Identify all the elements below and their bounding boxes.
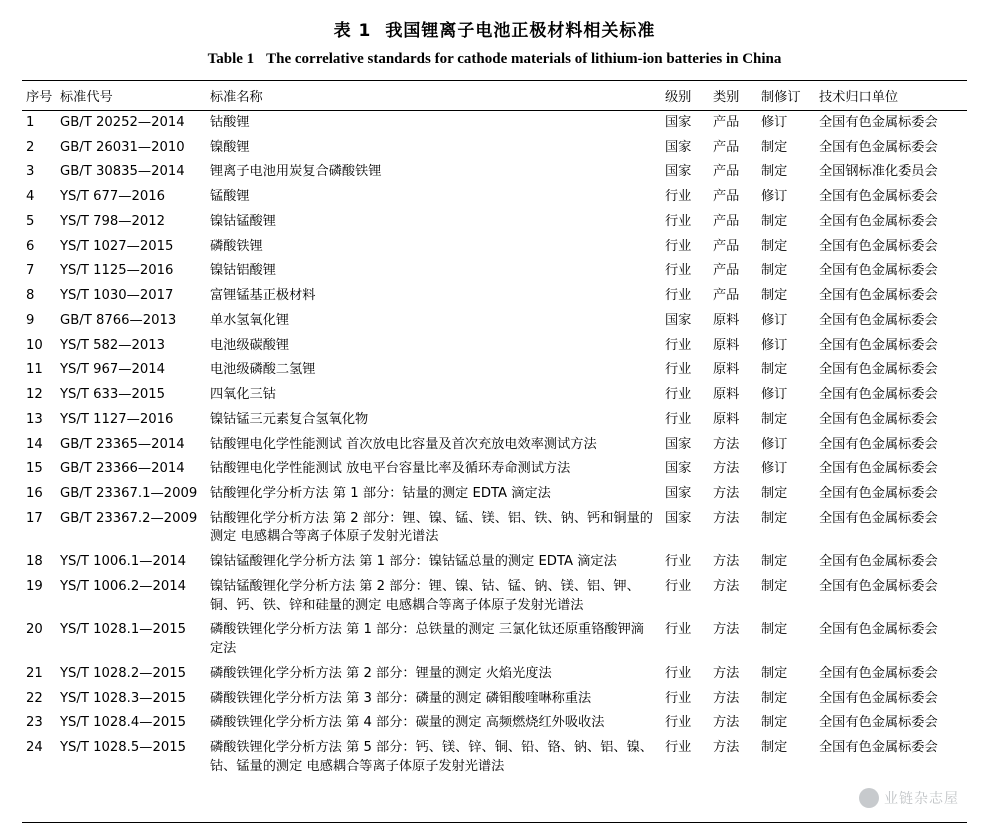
cell-no: 12 [26, 387, 43, 403]
cell-organization: 全国有色金属标委会 [819, 263, 938, 279]
cell-organization: 全国有色金属标委会 [819, 411, 938, 427]
table-header-row [22, 81, 967, 111]
cell-no: 19 [26, 578, 43, 594]
cell-code: GB/T 8766—2013 [60, 312, 177, 328]
cell-level: 国家 [665, 164, 692, 180]
cell-no: 9 [26, 312, 35, 328]
cell-no: 17 [26, 510, 43, 526]
cell-code: YS/T 1006.1—2014 [60, 554, 187, 570]
table-row [22, 507, 967, 550]
table-row [22, 383, 967, 408]
cell-organization: 全国有色金属标委会 [819, 312, 938, 328]
table-row [22, 136, 967, 161]
column-header-code: 标准代号 [56, 81, 206, 111]
cell-revision: 制定 [761, 164, 788, 180]
cell-category: 方法 [713, 554, 740, 570]
cell-category: 原料 [713, 312, 740, 328]
cell-organization: 全国有色金属标委会 [819, 288, 938, 304]
cell-code: YS/T 1028.4—2015 [60, 715, 187, 731]
cell-code: YS/T 798—2012 [60, 213, 166, 229]
cell-revision: 制定 [761, 740, 788, 756]
cell-category: 产品 [713, 139, 740, 155]
cell-name: 镍钴锰酸锂化学分析方法 第 1 部分：镍钴锰总量的测定 EDTA 滴定法 [210, 554, 617, 570]
cell-category: 方法 [713, 690, 740, 706]
cell-code: YS/T 967—2014 [60, 362, 166, 378]
table-row [22, 687, 967, 712]
cell-organization: 全国有色金属标委会 [819, 715, 938, 731]
cell-name: 锂离子电池用炭复合磷酸铁锂 [210, 164, 382, 180]
cell-no: 13 [26, 411, 43, 427]
column-header-name: 标准名称 [206, 81, 661, 111]
table-title-en [22, 51, 967, 68]
cell-name: 钴酸锂化学分析方法 第 2 部分：锂、镍、锰、镁、铝、铁、钠、钙和铜量的测定 电感耦合等离子体原子发射光谱法 [210, 510, 653, 545]
cell-category: 方法 [713, 436, 740, 452]
cell-name: 镍钴锰三元素复合氢氧化物 [210, 411, 369, 427]
cell-name: 镍酸锂 [210, 139, 250, 155]
cell-name: 钴酸锂电化学性能测试 首次放电比容量及首次充放电效率测试方法 [210, 436, 597, 452]
cell-name: 磷酸铁锂化学分析方法 第 4 部分：碳量的测定 高频燃烧红外吸收法 [210, 715, 605, 731]
cell-name: 磷酸铁锂化学分析方法 第 2 部分：锂量的测定 火焰光度法 [210, 665, 552, 681]
cell-revision: 制定 [761, 665, 788, 681]
table-bottom-rule [22, 822, 967, 823]
cell-code: YS/T 1028.1—2015 [60, 622, 187, 638]
cell-level: 行业 [665, 288, 692, 304]
cell-name: 磷酸铁锂化学分析方法 第 1 部分：总铁量的测定 三氯化钛还原重铬酸钾滴定法 [210, 622, 644, 657]
cell-name: 富锂锰基正极材料 [210, 288, 316, 304]
cell-organization: 全国有色金属标委会 [819, 622, 938, 638]
cell-code: YS/T 582—2013 [60, 337, 166, 353]
cell-revision: 制定 [761, 486, 788, 502]
cell-category: 产品 [713, 263, 740, 279]
cell-category: 方法 [713, 715, 740, 731]
cell-organization: 全国钢标准化委员会 [819, 164, 938, 180]
cell-name: 四氧化三钴 [210, 387, 276, 403]
cell-category: 方法 [713, 486, 740, 502]
column-header-revision: 制修订 [757, 81, 815, 111]
cell-level: 行业 [665, 213, 692, 229]
table-row [22, 662, 967, 687]
cell-organization: 全国有色金属标委会 [819, 387, 938, 403]
cell-code: GB/T 23365—2014 [60, 436, 185, 452]
cell-no: 2 [26, 139, 35, 155]
cell-code: YS/T 633—2015 [60, 387, 166, 403]
cell-organization: 全国有色金属标委会 [819, 238, 938, 254]
cell-code: YS/T 677—2016 [60, 189, 166, 205]
cell-category: 方法 [713, 578, 740, 594]
table-row [22, 618, 967, 661]
cell-no: 5 [26, 213, 35, 229]
cell-organization: 全国有色金属标委会 [819, 461, 938, 477]
cell-name: 磷酸铁锂化学分析方法 第 5 部分：钙、镁、锌、铜、铅、铬、钠、铝、镍、钴、锰量的测定 电感耦合等离子体原子发射光谱法 [210, 740, 653, 774]
cell-revision: 修订 [761, 461, 788, 477]
cell-no: 8 [26, 288, 35, 304]
cell-category: 原料 [713, 337, 740, 353]
cell-level: 行业 [665, 578, 692, 594]
cell-code: GB/T 23367.2—2009 [60, 510, 198, 526]
table-row [22, 433, 967, 458]
table-row [22, 457, 967, 482]
cell-category: 产品 [713, 164, 740, 180]
cell-category: 原料 [713, 362, 740, 378]
cell-organization: 全国有色金属标委会 [819, 189, 938, 205]
cell-level: 国家 [665, 510, 692, 526]
cell-no: 20 [26, 622, 43, 638]
cell-no: 7 [26, 263, 35, 279]
cell-category: 产品 [713, 115, 740, 130]
cell-level: 行业 [665, 411, 692, 427]
cell-no: 1 [26, 115, 35, 130]
cell-revision: 制定 [761, 578, 788, 594]
cell-code: GB/T 26031—2010 [60, 139, 185, 155]
cell-no: 22 [26, 690, 43, 706]
cell-name: 镍钴铝酸锂 [210, 263, 276, 279]
cell-organization: 全国有色金属标委会 [819, 436, 938, 452]
cell-organization: 全国有色金属标委会 [819, 115, 938, 130]
cell-level: 行业 [665, 554, 692, 570]
column-header-no: 序号 [22, 81, 56, 111]
cell-no: 21 [26, 665, 43, 681]
table-row [22, 550, 967, 575]
cell-code: YS/T 1028.2—2015 [60, 665, 187, 681]
cell-name: 锰酸锂 [210, 189, 250, 205]
cell-code: YS/T 1028.3—2015 [60, 690, 187, 706]
cell-revision: 制定 [761, 554, 788, 570]
cell-level: 国家 [665, 436, 692, 452]
cell-category: 产品 [713, 213, 740, 229]
cell-level: 行业 [665, 715, 692, 731]
cell-organization: 全国有色金属标委会 [819, 578, 938, 594]
cell-no: 6 [26, 238, 35, 254]
cell-code: YS/T 1125—2016 [60, 263, 174, 279]
cell-category: 方法 [713, 740, 740, 756]
table-row [22, 210, 967, 235]
table-row [22, 334, 967, 359]
standards-table [22, 80, 967, 780]
column-header-level: 级别 [661, 81, 709, 111]
cell-no: 4 [26, 189, 35, 205]
cell-code: GB/T 20252—2014 [60, 115, 185, 130]
table-title-cn-number: 表 1 [333, 21, 372, 41]
cell-category: 产品 [713, 238, 740, 254]
cell-name: 钴酸锂电化学性能测试 放电平台容量比率及循环寿命测试方法 [210, 461, 571, 477]
cell-level: 行业 [665, 665, 692, 681]
cell-name: 镍钴锰酸锂 [210, 213, 276, 229]
cell-revision: 制定 [761, 510, 788, 526]
cell-revision: 制定 [761, 622, 788, 638]
watermark-text: 业链杂志屋 [884, 791, 959, 807]
cell-level: 行业 [665, 263, 692, 279]
column-header-organization: 技术归口单位 [815, 81, 967, 111]
cell-code: YS/T 1006.2—2014 [60, 578, 187, 594]
cell-no: 14 [26, 436, 43, 452]
table-row [22, 284, 967, 309]
cell-level: 国家 [665, 139, 692, 155]
cell-revision: 制定 [761, 362, 788, 378]
watermark [839, 781, 959, 815]
table-title-en-text: The correlative standards for cathode materials of lithium-ion batteries in China [266, 51, 782, 67]
cell-name: 磷酸铁锂 [210, 238, 263, 254]
cell-level: 行业 [665, 362, 692, 378]
table-row [22, 408, 967, 433]
cell-name: 磷酸铁锂化学分析方法 第 3 部分：磷量的测定 磷钼酸喹啉称重法 [210, 690, 592, 706]
table-row [22, 575, 967, 618]
cell-code: GB/T 23367.1—2009 [60, 486, 198, 502]
cell-revision: 制定 [761, 139, 788, 155]
cell-organization: 全国有色金属标委会 [819, 486, 938, 502]
table-title-en-label: Table 1 [207, 51, 255, 67]
cell-code: YS/T 1027—2015 [60, 238, 174, 254]
cell-category: 方法 [713, 665, 740, 681]
table-header [22, 81, 967, 111]
cell-no: 16 [26, 486, 43, 502]
cell-revision: 制定 [761, 715, 788, 731]
cell-category: 方法 [713, 510, 740, 526]
cell-level: 行业 [665, 337, 692, 353]
cell-no: 10 [26, 337, 43, 353]
table-row [22, 736, 967, 779]
cell-name: 单水氢氧化锂 [210, 312, 290, 328]
cell-level: 行业 [665, 740, 692, 756]
table-row [22, 111, 967, 136]
cell-revision: 制定 [761, 238, 788, 254]
cell-organization: 全国有色金属标委会 [819, 337, 938, 353]
cell-name: 电池级磷酸二氢锂 [210, 362, 316, 378]
cell-revision: 制定 [761, 411, 788, 427]
cell-revision: 制定 [761, 213, 788, 229]
cell-organization: 全国有色金属标委会 [819, 213, 938, 229]
cell-name: 钴酸锂化学分析方法 第 1 部分：钴量的测定 EDTA 滴定法 [210, 486, 551, 502]
table-row [22, 185, 967, 210]
cell-no: 24 [26, 740, 43, 756]
cell-category: 原料 [713, 387, 740, 403]
cell-category: 原料 [713, 411, 740, 427]
table-row [22, 309, 967, 334]
cell-level: 行业 [665, 622, 692, 638]
table-row [22, 358, 967, 383]
cell-category: 方法 [713, 461, 740, 477]
cell-revision: 制定 [761, 263, 788, 279]
cell-code: YS/T 1028.5—2015 [60, 740, 187, 756]
table-title-cn-text: 我国锂离子电池正极材料相关标准 [385, 21, 656, 41]
cell-revision: 修订 [761, 436, 788, 452]
cell-organization: 全国有色金属标委会 [819, 139, 938, 155]
cell-level: 行业 [665, 238, 692, 254]
cell-organization: 全国有色金属标委会 [819, 510, 938, 526]
table-row [22, 259, 967, 284]
cell-revision: 修订 [761, 387, 788, 403]
cell-level: 国家 [665, 486, 692, 502]
cell-code: YS/T 1127—2016 [60, 411, 174, 427]
cell-name: 镍钴锰酸锂化学分析方法 第 2 部分：锂、镍、钴、锰、钠、镁、铝、钾、铜、钙、铁、锌和硅量的测定 电感耦合等离子体原子发射光谱法 [210, 578, 640, 613]
cell-level: 行业 [665, 690, 692, 706]
cell-level: 行业 [665, 189, 692, 205]
watermark-logo-icon [859, 788, 879, 808]
table-title-cn [22, 16, 967, 41]
cell-organization: 全国有色金属标委会 [819, 690, 938, 706]
table-row [22, 482, 967, 507]
cell-code: GB/T 23366—2014 [60, 461, 185, 477]
table-row [22, 711, 967, 736]
cell-no: 11 [26, 362, 43, 378]
cell-code: GB/T 30835—2014 [60, 164, 185, 180]
cell-organization: 全国有色金属标委会 [819, 740, 938, 756]
table-row [22, 160, 967, 185]
cell-category: 产品 [713, 189, 740, 205]
cell-no: 18 [26, 554, 43, 570]
cell-revision: 修订 [761, 337, 788, 353]
cell-name: 电池级碳酸锂 [210, 337, 290, 353]
cell-revision: 修订 [761, 189, 788, 205]
cell-level: 国家 [665, 312, 692, 328]
cell-level: 国家 [665, 115, 692, 130]
cell-no: 15 [26, 461, 43, 477]
cell-level: 国家 [665, 461, 692, 477]
cell-revision: 制定 [761, 690, 788, 706]
table-body [22, 111, 967, 780]
cell-no: 23 [26, 715, 43, 731]
cell-code: YS/T 1030—2017 [60, 288, 174, 304]
table-row [22, 235, 967, 260]
cell-category: 产品 [713, 288, 740, 304]
cell-name: 钴酸锂 [210, 115, 250, 130]
cell-organization: 全国有色金属标委会 [819, 554, 938, 570]
cell-no: 3 [26, 164, 35, 180]
column-header-category: 类别 [709, 81, 757, 111]
cell-organization: 全国有色金属标委会 [819, 665, 938, 681]
cell-organization: 全国有色金属标委会 [819, 362, 938, 378]
cell-revision: 制定 [761, 288, 788, 304]
cell-level: 行业 [665, 387, 692, 403]
cell-revision: 修订 [761, 312, 788, 328]
cell-category: 方法 [713, 622, 740, 638]
cell-revision: 修订 [761, 115, 788, 130]
